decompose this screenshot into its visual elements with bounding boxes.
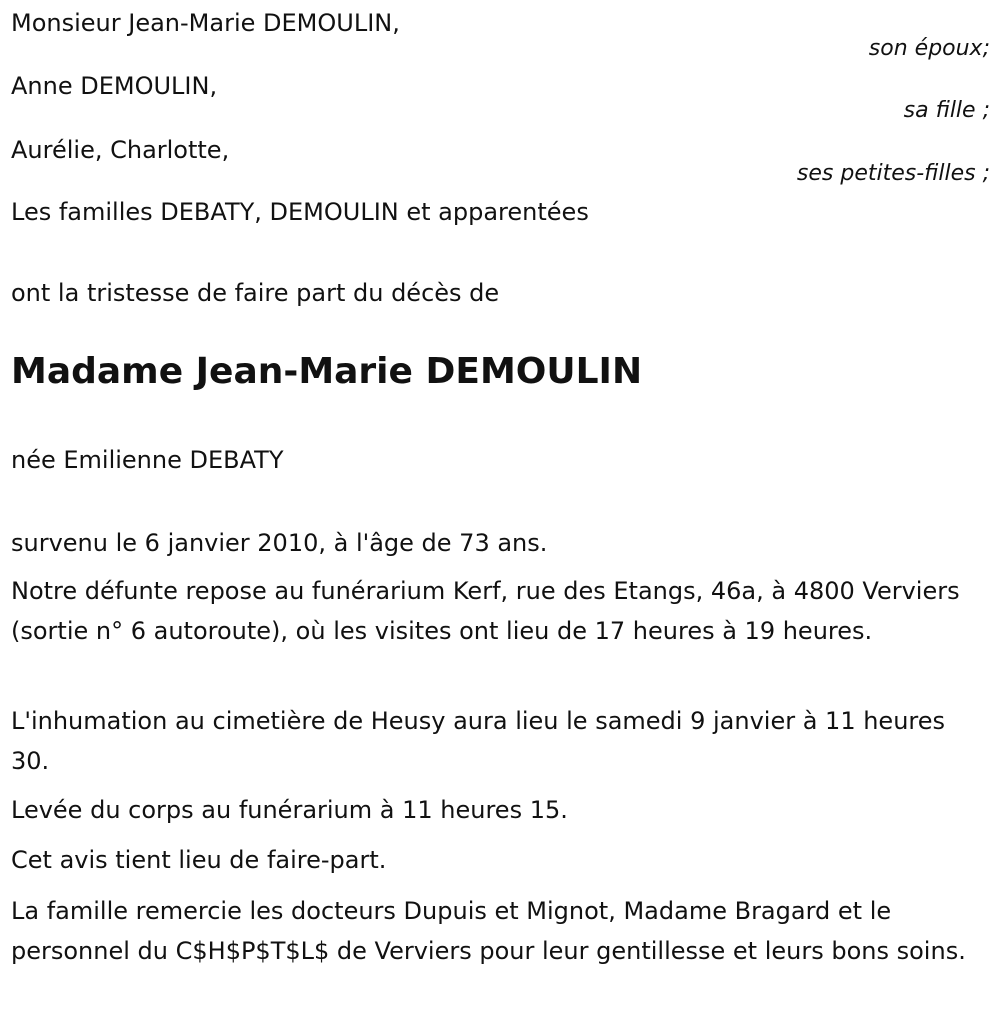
notice-paragraph: Levée du corps au funérarium à 11 heures 15. [11,796,568,824]
family-member-relation: ses petites-filles ; [796,161,990,186]
announcement-text: ont la tristesse de faire part du décès de [11,279,500,307]
notice-paragraph: La famille remercie les docteurs Dupuis et Mignot, Madame Bragard et le personnel du C$H$P$T$L$ de Verviers pour leur gentillesse et leurs bons soins. [11,897,966,965]
notice-paragraph: survenu le 6 janvier 2010, à l'âge de 73 ans. [11,529,548,557]
deceased-birth-name: née Emilienne DEBATY [11,446,284,474]
notice-paragraph: Cet avis tient lieu de faire-part. [11,846,387,874]
family-member-name: Monsieur Jean-Marie DEMOULIN, [11,9,400,37]
family-member-relation: son époux; [868,36,990,61]
family-member-name: Les familles DEBATY, DEMOULIN et apparentées [11,198,589,226]
family-member-name: Aurélie, Charlotte, [11,136,230,164]
family-member-name: Anne DEMOULIN, [11,72,218,100]
deceased-name: Madame Jean-Marie DEMOULIN [11,351,643,392]
family-member-relation: sa fille ; [903,98,990,123]
notice-paragraph: Notre défunte repose au funérarium Kerf, rue des Etangs, 46a, à 4800 Verviers (sortie n° 6 autoroute), où les visites ont lieu de 17 heures à 19 heures. [11,577,960,645]
notice-paragraph: L'inhumation au cimetière de Heusy aura lieu le samedi 9 janvier à 11 heures 30. [11,707,946,775]
